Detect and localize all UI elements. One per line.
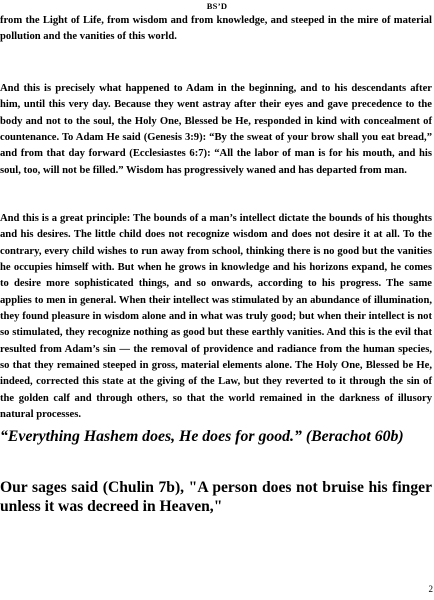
paragraph-continuation: from the Light of Life, from wisdom and from knowledge, and steeped in the mire of material pollution and the vanities of this world. (0, 15, 432, 43)
page-header: BS’D (206, 1, 228, 11)
quote-berachot: “Everything Hashem does, He does for good.” (Berachot 60b) (0, 428, 404, 445)
paragraph-adam: And this is precisely what happened to Adam in the beginning, and to his descendants after him, until this very day. Because they went astray after their eyes and gave precedence to the body and not to the soul, the Holy One, Blessed be He, responded in kind with concealment of countenance. To Adam He said (Genesis 3:9): “By the sweat of your brow shall you eat bread,” and from that day forward (Ecclesiastes 6:7): “All the labor of man is for his mouth, and his soul, too, will not be filled.” Wisdom has progressively waned and has departed from man. (0, 83, 432, 176)
sages-paragraph: Our sages said (Chulin 7b), "A person does not bruise his finger unless it was decreed in Heaven," (0, 479, 432, 515)
page-number: 2 (428, 584, 433, 594)
paragraph-great-principle: And this is a great principle: The bounds of a man’s intellect dictate the bounds of his thoughts and his desires. The little child does not recognize wisdom and does not desire it at all. To the contrary, every child wishes to run away from school, thinking there is no good but the vanities he occupies himself with. But when he grows in knowledge and his horizons expand, he comes to desire more sophisticated things, and so onwards, according to his progress. The same applies to men in general. When their intellect was stimulated by an abundance of illumination, they found pleasure in wisdom alone and in what was truly good; but when their intellect is not so stimulated, they recognize nothing as good but these earthly vanities. And this is the evil that resulted from Adam’s sin — the removal of providence and radiance from the human species, so that they remained steeped in gross, material elements alone. The Holy One, Blessed be He, indeed, corrected this state at the giving of the Law, but they reverted to it through the sin of the golden calf and through others, so that the world remained in the darkness of illusory natural processes. (0, 213, 432, 421)
